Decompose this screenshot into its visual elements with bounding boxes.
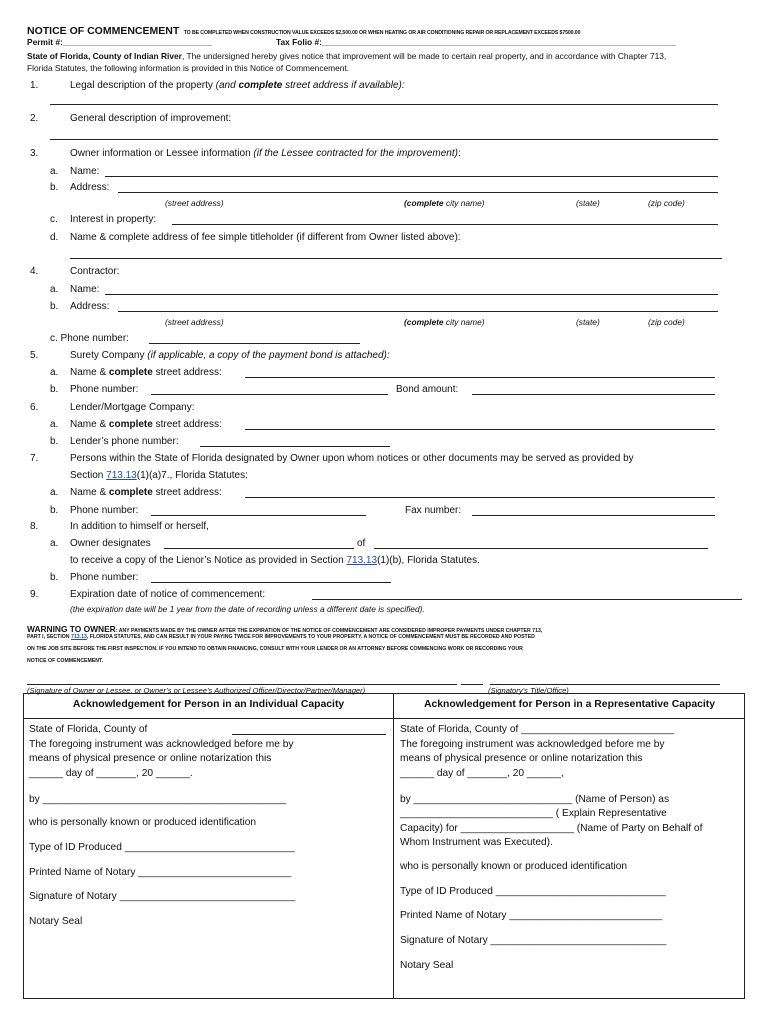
addr-city-caption-2 (404, 317, 485, 328)
item-2-label: General description of improvement: (70, 113, 232, 124)
item-7b-label: Phone number: (70, 505, 139, 516)
statute-link-2[interactable]: 713.13 (346, 555, 378, 566)
item-3d-label: Name & complete address of fee simple titleholder (if different from Owner listed above): (70, 232, 461, 243)
addr-city-text: city name) (443, 198, 485, 208)
designee-phone-field[interactable] (151, 515, 366, 516)
bond-amount-label: Bond amount: (396, 384, 459, 395)
title-subtitle: TO BE COMPLETED WHEN CONSTRUCTION VALUE EXCEEDS $2,500.00 OR WHEN HEATING OR AIR CONDITIONING REPAIR OR REPLACEMENT EXCEEDS $7500.00 (183, 30, 581, 36)
addr-city-bold-2: (complete (404, 317, 444, 327)
item-5a-label (70, 366, 222, 379)
right-notary-signature-field[interactable]: Signature of Notary _______________________________ (400, 935, 667, 946)
signatory-title-caption: (Signatory’s Title/Office) (488, 686, 569, 695)
item-1-ital-b: complete (238, 80, 283, 91)
left-text-2 (29, 752, 271, 765)
addr-street-caption-2: (street address) (165, 317, 224, 327)
item-7a-bold: complete (108, 487, 153, 498)
item-8b-label: Phone number: (70, 572, 139, 583)
item-7-t2a: Section (70, 470, 107, 481)
statute-link[interactable]: 713.13 (106, 470, 137, 481)
fax-number-field[interactable] (472, 515, 715, 516)
item-7a-letter: a. (50, 487, 59, 498)
warning-line-4: NOTICE OF COMMENCEMENT. (27, 658, 104, 664)
addr-city-caption (404, 198, 485, 209)
right-state-field[interactable]: State of Florida, County of ___________________________ (400, 724, 675, 735)
left-by-field[interactable]: by ___________________________________________ (29, 794, 287, 805)
item-3-text: Owner information or Lessee information (70, 148, 254, 159)
item-3d-letter: d. (50, 232, 59, 243)
item-3c-label: Interest in property: (70, 214, 157, 225)
item-8-label: In addition to himself or herself, (70, 521, 209, 532)
owner-address-field[interactable] (118, 192, 718, 193)
left-printed-name-field[interactable]: Printed Name of Notary ___________________________ (29, 867, 292, 878)
tax-folio-field[interactable]: ____________________________________________________________________________ (321, 37, 676, 47)
item-8-number: 8. (30, 521, 39, 532)
item-6-number: 6. (30, 402, 39, 413)
contractor-name-field[interactable] (105, 294, 718, 295)
item-6a-t1: Name & (70, 419, 109, 430)
left-county-field[interactable] (232, 734, 386, 735)
item-3-label (70, 147, 461, 160)
left-type-id-field[interactable]: Type of ID Produced ______________________________ (29, 842, 295, 853)
item-5b-letter: b. (50, 384, 59, 395)
item-4a-letter: a. (50, 284, 59, 295)
intro-text: , The undersigned hereby gives notice that improvement will be made to certain real property, and in accordance with Chapter 713, (181, 51, 667, 61)
item-1-number: 1. (30, 80, 39, 91)
item-1-ital-c: street address if available): (282, 80, 405, 91)
titleholder-field[interactable] (70, 258, 722, 259)
addr-city-bold: (complete (404, 198, 444, 208)
item-6b-label: Lender’s phone number: (70, 436, 179, 447)
contractor-address-field[interactable] (118, 311, 718, 312)
addr-state-caption-2: (state) (576, 317, 600, 327)
item-5-number: 5. (30, 350, 39, 361)
item-3-number: 3. (30, 148, 39, 159)
item-3a-letter: a. (50, 166, 59, 177)
lender-address-field[interactable] (245, 429, 715, 430)
right-notary-seal: Notary Seal (400, 960, 454, 971)
left-state-label: State of Florida, County of (29, 724, 148, 735)
item-6a-bold: complete (108, 419, 153, 430)
item-2-number: 2. (30, 113, 39, 124)
item-5a-letter: a. (50, 367, 59, 378)
item-4-label: Contractor: (70, 266, 120, 277)
item-8a-t2b: (1)(b), Florida Statutes. (377, 555, 480, 566)
item-9-note: (the expiration date will be 1 year from the date of recording unless a different date is specified). (70, 604, 425, 614)
intro-paragraph-2 (27, 63, 349, 74)
addr-state-caption: (state) (576, 198, 600, 208)
left-notary-seal: Notary Seal (29, 916, 83, 927)
item-6a-letter: a. (50, 419, 59, 430)
item-1-field[interactable] (50, 104, 718, 105)
surety-address-field[interactable] (245, 377, 715, 378)
item-8a-of: of (357, 538, 366, 549)
table-divider (393, 693, 394, 999)
item-5-label (70, 349, 390, 362)
item-1-label (70, 79, 405, 92)
intro-text-2: Florida Statutes, the following information is provided in this Notice of Commencement. (27, 63, 350, 73)
left-text-1: The foregoing instrument was acknowledged before me by (29, 739, 294, 750)
item-5-ital: (if applicable, a copy of the payment bond is attached): (147, 350, 390, 361)
permit-row (27, 37, 212, 48)
contractor-phone-field[interactable] (149, 343, 360, 344)
item-8a-t2a: to receive a copy of the Lienor’s Notice as provided in Section (70, 555, 347, 566)
left-header: Acknowledgement for Person in an Individual Capacity (72, 699, 345, 710)
owner-signature-field[interactable] (27, 684, 457, 685)
designee-address-field[interactable] (245, 497, 715, 498)
designated-person-field[interactable] (164, 548, 354, 549)
intro-paragraph (27, 51, 666, 62)
warning-t2a: PART I, SECTION (27, 634, 71, 640)
item-4c-label: c. Phone number: (50, 333, 129, 344)
item-5-text: Surety Company (70, 350, 148, 361)
warning-statute-link[interactable]: 713.13 (71, 634, 87, 640)
item-6-label: Lender/Mortgage Company: (70, 402, 195, 413)
addr-city-text-2: city name) (443, 317, 485, 327)
item-8a-label: Owner designates (70, 538, 151, 549)
owner-name-field[interactable] (105, 176, 718, 177)
item-9-number: 9. (30, 589, 39, 600)
addr-zip-caption-2: (zip code) (648, 317, 685, 327)
designee-phone-field-2[interactable] (151, 582, 391, 583)
signatory-title-field[interactable] (490, 684, 720, 685)
item-7-t2b: (1)(a)7., Florida Statutes: (136, 470, 248, 481)
item-5a-bold: complete (108, 367, 153, 378)
addr-zip-caption: (zip code) (648, 198, 685, 208)
item-7-label-2 (70, 469, 248, 482)
page-title: NOTICE OF COMMENCEMENT (27, 25, 180, 37)
left-text-3: ______ day of _______, 20 ______. (29, 768, 193, 779)
right-printed-name-field[interactable]: Printed Name of Notary ___________________________ (400, 910, 663, 921)
warning-line-3: ON THE JOB SITE BEFORE THE FIRST INSPECTION. IF YOU INTEND TO OBTAIN FINANCING, CONSULT WITH YOUR LENDER OR AN ATTORNEY BEFORE COMMENCING WORK OR RECORDING YOUR (27, 646, 523, 652)
right-header: Acknowledgement for Person in a Representative Capacity (423, 699, 716, 710)
item-9-label: Expiration date of notice of commencement: (70, 589, 266, 600)
right-identification[interactable]: who is personally known or produced identification (400, 861, 628, 872)
item-6a-t2: street address: (152, 419, 222, 430)
item-8b-letter: b. (50, 572, 59, 583)
item-5a-t2: street address: (152, 367, 222, 378)
permit-field[interactable]: ________________________________ (62, 37, 212, 47)
tax-folio-row (276, 37, 676, 48)
right-text-3: ______ day of _______, 20 ______, (400, 768, 564, 779)
item-4b-letter: b. (50, 301, 59, 312)
right-party-field[interactable]: Capacity) for ____________________ (Name of Party on Behalf of (400, 823, 703, 834)
warning-line-2 (27, 633, 535, 641)
item-3-ital: (if the Lessee contracted for the improvement) (253, 148, 458, 159)
right-by-field[interactable]: by ____________________________ (Name of Person) as (400, 794, 670, 805)
item-5b-label: Phone number: (70, 384, 139, 395)
intro-county: State of Florida, County of Indian River (27, 51, 182, 61)
right-capacity-field[interactable]: ___________________________ ( Explain Representative (400, 808, 667, 819)
left-identification[interactable]: who is personally known or produced identification (29, 817, 257, 828)
item-1-text: Legal description of the property (70, 80, 216, 91)
permit-label: Permit #: (27, 37, 63, 47)
item-6b-letter: b. (50, 436, 59, 447)
right-text-1: The foregoing instrument was acknowledged before me by (400, 739, 665, 750)
item-8a-letter: a. (50, 538, 59, 549)
item-3a-label: Name: (70, 166, 100, 177)
item-7a-t1: Name & (70, 487, 109, 498)
item-8a-line-2 (70, 554, 480, 567)
table-header-rule (23, 718, 745, 719)
interest-field[interactable] (172, 224, 718, 225)
item-4b-label: Address: (70, 301, 110, 312)
item-3b-label: Address: (70, 182, 110, 193)
item-6a-label (70, 418, 222, 431)
item-7-label: Persons within the State of Florida designated by Owner upon whom notices or other documents may be served as provided by (70, 453, 634, 464)
item-3c-letter: c. (50, 214, 58, 225)
item-3b-letter: b. (50, 182, 59, 193)
warning-label: WARNING TO OWNER (27, 624, 116, 634)
left-notary-signature-field[interactable]: Signature of Notary _______________________________ (29, 891, 296, 902)
right-type-id-field[interactable]: Type of ID Produced ______________________________ (400, 886, 666, 897)
fax-number-label: Fax number: (405, 505, 462, 516)
item-7a-t2: street address: (152, 487, 222, 498)
item-4a-label: Name: (70, 284, 100, 295)
tax-folio-label: Tax Folio #: (276, 37, 322, 47)
right-text-2: means of physical presence or online notarization this (400, 753, 643, 764)
signature-extra-field[interactable] (461, 684, 483, 685)
item-3-colon: : (457, 148, 461, 159)
right-party-text: Whom Instrument was Executed). (400, 837, 553, 848)
surety-phone-field[interactable] (151, 394, 388, 395)
bond-amount-field[interactable] (472, 394, 715, 395)
item-2-field[interactable] (50, 139, 718, 140)
item-1-ital-a: (and (215, 80, 239, 91)
item-4-number: 4. (30, 266, 39, 277)
left-text-2-content: means of physical presence or online notarization this (29, 753, 272, 764)
warning-text-1: : ANY PAYMENTS MADE BY THE OWNER AFTER THE EXPIRATION OF THE NOTICE OF COMMENCEMENT ARE CONSIDERED IMPROPER PAYMENTS UNDER CHAPTER 713, (115, 628, 543, 634)
warning-t2b: , FLORIDA STATUTES, AND CAN RESULT IN YOUR PAYING TWICE FOR IMPROVEMENTS TO YOUR PROPERTY. A NOTICE OF COMMENCEMENT MUST BE RECORDED AND POSTED (86, 634, 535, 640)
item-5a-t1: Name & (70, 367, 109, 378)
designated-of-field[interactable] (374, 548, 708, 549)
addr-street-caption: (street address) (165, 198, 224, 208)
signature-caption: (Signature of Owner or Lessee, or Owner’s or Lessee’s Authorized Officer/Director/Partner/Manager) (27, 686, 366, 695)
item-7-number: 7. (30, 453, 39, 464)
item-7b-letter: b. (50, 505, 59, 516)
expiration-date-field[interactable] (312, 599, 742, 600)
lender-phone-field[interactable] (200, 446, 390, 447)
item-7a-label (70, 486, 222, 499)
